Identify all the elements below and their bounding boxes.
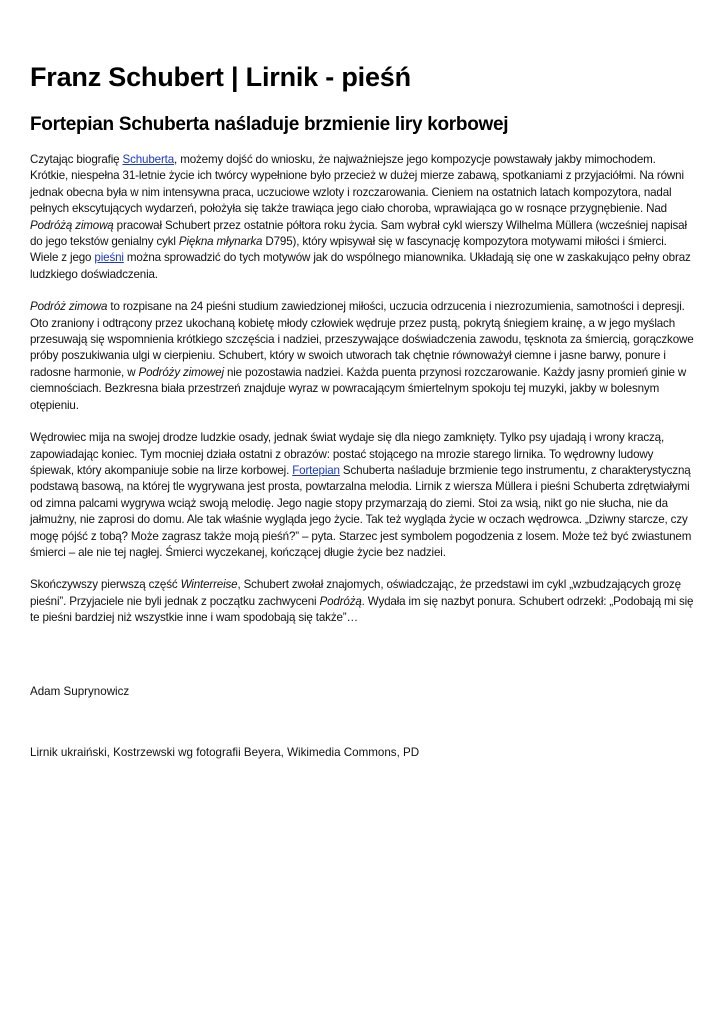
article-body — [30, 152, 694, 643]
paragraph-2 — [30, 299, 694, 414]
paragraph-3 — [30, 430, 694, 561]
text-run: , Schubert zwołał znajomych, oświadczając, że przedstawi im cykl „wzbudzających grozę pieśni”. Przyjaciele nie byli jednak z początku zachwyceni — [30, 578, 681, 608]
italic-title: Podróżą zimową — [30, 218, 114, 232]
text-run: Schuberta naśladuje brzmienie tego instrumentu, z charakterystyczną podstawą basową, na której tle wygrywana jest prosta, powtarzalna melodia. Lirnik z wiersza Müllera i pieśni Schuberta zdrętwiałymi od zimna palcami wygrywa wciąż swoją melodię. Jego nagie stopy przymarzają do ziemi. Stoi za wsią, nikt go nie słucha, nie da jałmużny, nie zaprosi do domu. Ale tak właśnie wygląda jego życie. Tak też wygląda życie w oczach wędrowca. „Dziwny starcze, czy mogę pójść z tobą? Może zagrasz także moją pieśń?” – pyta. Starzec jest symbolem pogodzenia z losem. Może też być zwiastunem śmierci – ale nie tej nagłej. Śmierci wyczekanej, kończącej długie życie bez nadziei. — [30, 463, 692, 559]
text-run: D795), który wpisywał się w fascynację kompozytora motywami miłości i śmierci. Wiele z jego — [30, 235, 667, 265]
fortepian-link[interactable]: Fortepian — [292, 463, 340, 477]
text-run: , możemy dojść do wniosku, że najważniejsze jego kompozycje powstawały jakby mimochodem. Krótkie, niespełna 31-letnie życie ich twórcy wypełnione było przecież w dużej mierze zabawą, spotkaniami z przyjaciółmi. Na równi jednak obecna była w nim intensywna praca, uczuciowe wzloty i rozczarowania. Cieniem na ostatnich latach kompozytora, nadal pełnych ekscytujących wydarzeń, położyła się także trawiąca jego ciało choroba, wprawiająca go w rosnące przygnębienie. Nad — [30, 153, 684, 216]
text-run: Wędrowiec mija na swojej drodze ludzkie osady, jednak świat wydaje się dla niego zamknięty. Tylko psy ujadają i wrony kraczą, zapowiadając koniec. Tym mocniej działa ostatni z obrazów: postać stojącego na mrozie starego lirnika. To wędrowny ludowy śpiewak, który akompaniuje sobie na lirze korbowej. — [30, 431, 665, 477]
text-run: pracował Schubert przez ostatnie półtora roku życia. Sam wybrał cykl wierszy Wilhelma Müllera (wcześniej napisał do jego tekstów genialny cykl — [30, 218, 687, 249]
italic-title: Piękna młynarka — [178, 235, 263, 249]
text-run: to rozpisane na 24 pieśni studium zawiedzionej miłości, uczucia odrzucenia i niezrozumienia, samotności i depresji. Oto zraniony i odtrącony przez ukochaną kobietę młody człowiek wędruje przez pustą, pokrytą śniegiem krainę, a w jego myślach przesuwają się wspomnienia krótkiego szczęścia i nadziei, przeszywające doświadczenia zawodu, tęsknota za śmiercią, gorączkowe próby poszukiwania ulgi w cierpieniu. Schubert, który w swoich utworach tak chętnie równoważył ciemne i jasne barwy, ponure i radosne harmonie, w — [30, 300, 694, 379]
text-run: Skończywszy pierwszą część — [30, 578, 181, 592]
piesni-link[interactable]: pieśni — [94, 251, 124, 265]
paragraph-4 — [30, 577, 694, 626]
text-run: Czytając biografię — [30, 153, 123, 166]
article-subtitle: Fortepian Schuberta naśladuje brzmienie liry korbowej — [30, 114, 509, 135]
italic-title: Podróżą — [319, 594, 362, 608]
image-caption: Lirnik ukraiński, Kostrzewski wg fotografii Beyera, Wikimedia Commons, PD — [30, 746, 420, 759]
italic-title: Podróż zimowa — [30, 300, 108, 314]
paragraph-1 — [30, 152, 694, 283]
italic-title: Winterreise — [180, 578, 238, 592]
author-name: Adam Suprynowicz — [30, 685, 130, 698]
schubert-link[interactable]: Schuberta — [122, 153, 175, 166]
text-run: nie pozostawia nadziei. Każda puenta przynosi rozczarowanie. Każdy jasny promień ginie w ciemnościach. Bezkresna biała przestrzeń znajduje wyraz w powracającym śmiertelnym spokoju tej muzyki, jakby w bolesnym otępieniu. — [30, 365, 687, 412]
italic-title: Podróży zimowej — [138, 365, 224, 379]
page-title: Franz Schubert | Lirnik - pieśń — [30, 62, 411, 92]
text-run: . Wydała im się nazbyt ponura. Schubert odrzekł: „Podobają mi się te pieśni bardziej niż wszystkie inne i wam spodobają się także”… — [30, 594, 694, 625]
text-run: można sprowadzić do tych motywów jak do wspólnego mianownika. Układają się one w zaskakująco pełny obraz ludzkiego doświadczenia. — [30, 251, 691, 281]
